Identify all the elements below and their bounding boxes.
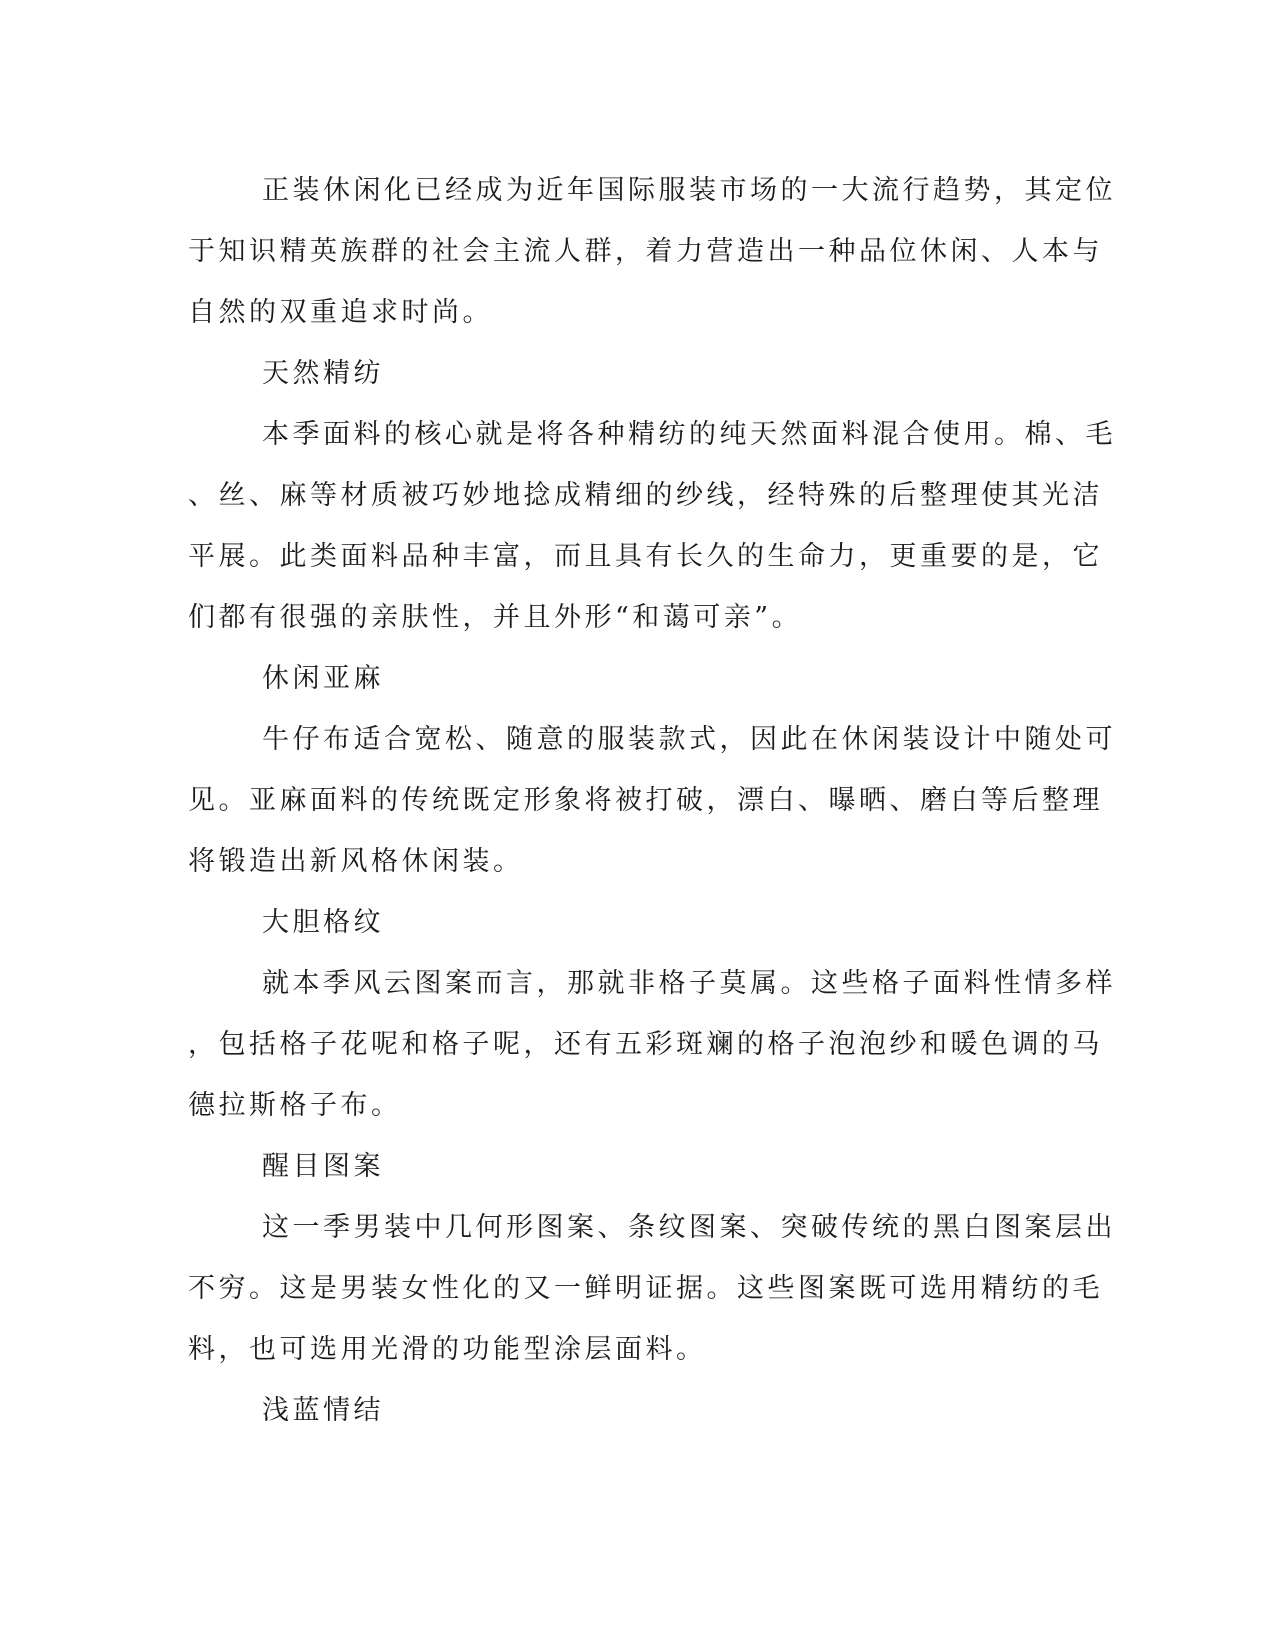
text-line: 正装休闲化已经成为近年国际服装市场的一大流行趋势，其定位 xyxy=(262,175,1116,206)
text-line: 料，也可选用光滑的功能型涂层面料。 xyxy=(188,1334,707,1365)
body-paragraph xyxy=(188,953,1116,1136)
section-heading xyxy=(188,1136,1068,1197)
section-heading xyxy=(188,1380,1068,1441)
text-line: 们都有很强的亲肤性，并且外形“和蔼可亲”。 xyxy=(188,602,803,633)
text-line: 天然精纺 xyxy=(262,358,384,389)
text-line: 平展。此类面料品种丰富，而且具有长久的生命力，更重要的是，它 xyxy=(188,541,1103,572)
text-line: 不穷。这是男装女性化的又一鲜明证据。这些图案既可选用精纺的毛 xyxy=(188,1273,1103,1304)
section-heading xyxy=(188,892,1068,953)
text-line: 大胆格纹 xyxy=(262,907,384,938)
body-paragraph xyxy=(188,1197,1116,1380)
section-heading xyxy=(188,343,1068,404)
text-line: 牛仔布适合宽松、随意的服装款式，因此在休闲装设计中随处可 xyxy=(262,724,1116,755)
text-line: 德拉斯格子布。 xyxy=(188,1090,402,1121)
body-paragraph xyxy=(188,709,1116,892)
text-line: 醒目图案 xyxy=(262,1151,384,1182)
text-line: 就本季风云图案而言，那就非格子莫属。这些格子面料性情多样 xyxy=(262,968,1116,999)
text-line: 本季面料的核心就是将各种精纺的纯天然面料混合使用。棉、毛 xyxy=(262,419,1116,450)
text-line: 浅蓝情结 xyxy=(262,1395,384,1426)
document-body xyxy=(188,160,1116,1441)
text-line: 见。亚麻面料的传统既定形象将被打破，漂白、曝晒、磨白等后整理 xyxy=(188,785,1103,816)
text-line: 、丝、麻等材质被巧妙地捻成精细的纱线，经特殊的后整理使其光洁 xyxy=(188,480,1103,511)
text-line: 于知识精英族群的社会主流人群，着力营造出一种品位休闲、人本与 xyxy=(188,236,1103,267)
section-heading xyxy=(188,648,1068,709)
body-paragraph xyxy=(188,404,1116,648)
text-line: 将锻造出新风格休闲装。 xyxy=(188,846,524,877)
text-line: 自然的双重追求时尚。 xyxy=(188,297,493,328)
text-line: ，包括格子花呢和格子呢，还有五彩斑斓的格子泡泡纱和暖色调的马 xyxy=(188,1029,1103,1060)
text-line: 休闲亚麻 xyxy=(262,663,384,694)
body-paragraph xyxy=(188,160,1116,343)
text-line: 这一季男装中几何形图案、条纹图案、突破传统的黑白图案层出 xyxy=(262,1212,1116,1243)
